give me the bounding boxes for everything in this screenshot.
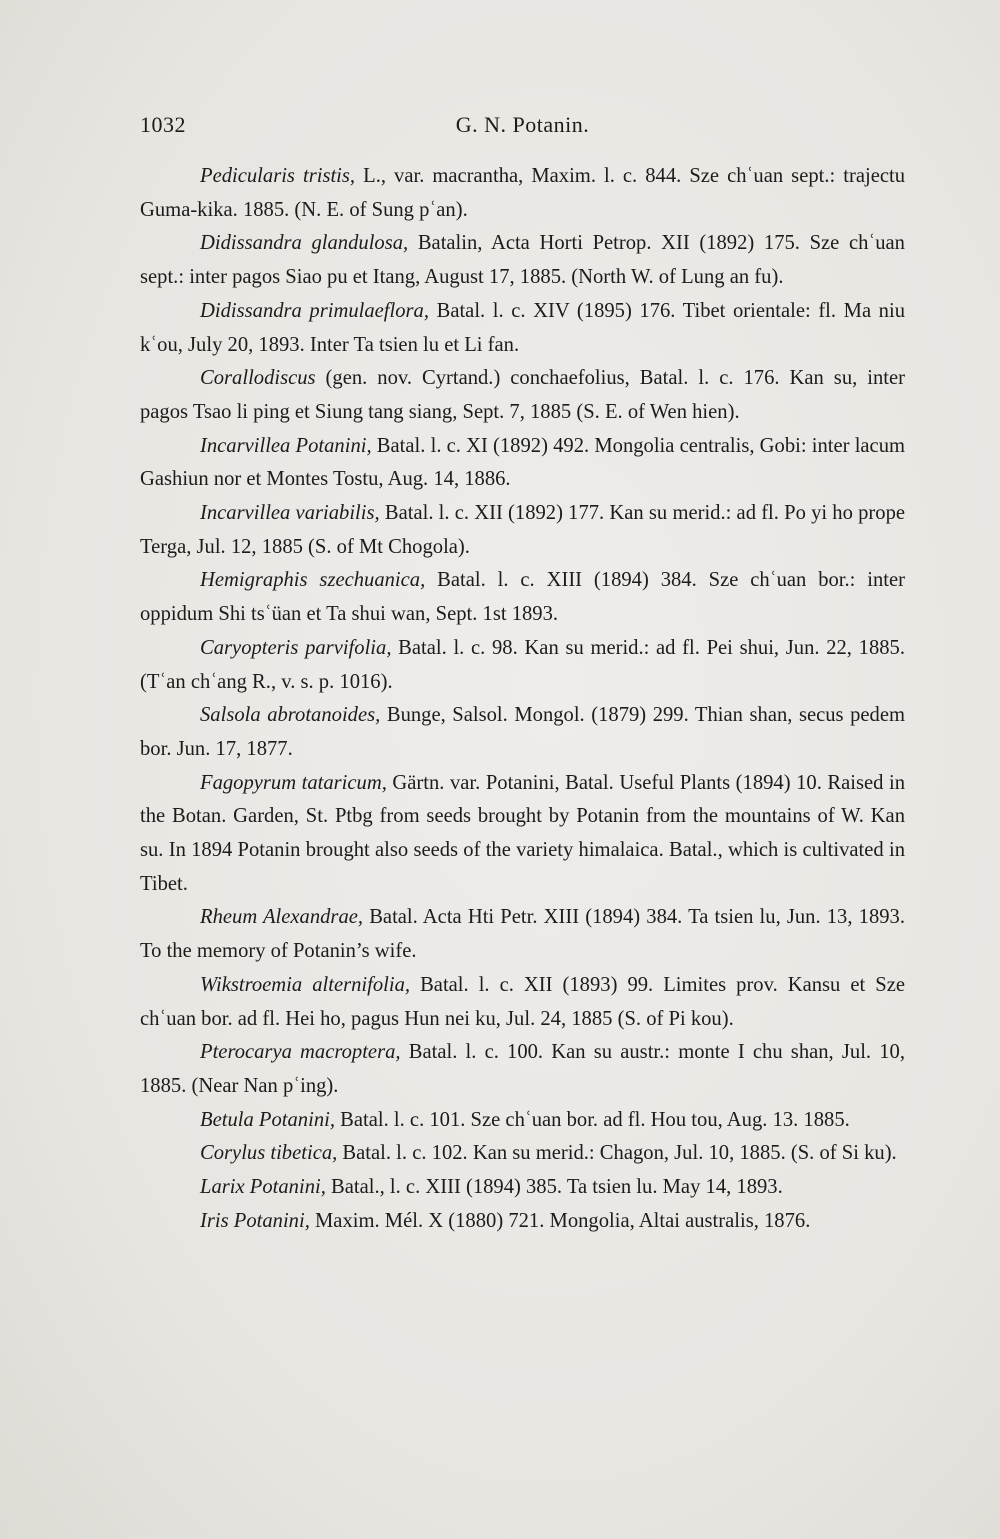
species-name: Rheum Alexandrae, [200, 906, 364, 929]
species-name: Didissandra primulaeflora, [200, 299, 429, 322]
entry-larix-potanini [140, 1171, 905, 1205]
species-name: Incarvillea Potanini, [200, 434, 372, 457]
entry-text: Batal. l. c. 101. Sze chʿuan bor. ad fl. Hou tou, Aug. 13. 1885. [335, 1108, 850, 1131]
entry-iris-potanini [140, 1205, 905, 1239]
running-title: G. N. Potanin. [455, 112, 590, 137]
entry-corallodiscus [140, 362, 905, 429]
running-head [140, 112, 905, 148]
entry-corylus-tibetica [140, 1137, 905, 1171]
entry-rheum-alexandrae [140, 901, 905, 968]
entry-incarvillea-variabilis [140, 497, 905, 564]
entry-text: Maxim. Mél. X (1880) 721. Mongolia, Altai australis, 1876. [309, 1209, 811, 1232]
entry-hemigraphis-szechuanica [140, 564, 905, 631]
species-name: Didissandra glandulosa, [200, 232, 409, 255]
entry-text: Batal. l. c. XI (1892) 492. Mongolia centralis, Gobi: inter lacum Gashiun nor et Montes Tostu, Aug. 14, 1886. [140, 434, 906, 491]
entry-text: Batal. l. c. XII (1892) 177. Kan su merid.: ad fl. Po yi ho prope Terga, Jul. 12, 1885 (S. of Mt Chogola). [140, 502, 906, 558]
species-name: Wikstroemia alternifolia, [200, 973, 411, 996]
entry-pterocarya-macroptera [140, 1036, 905, 1103]
entry-text: L., var. macrantha, Maxim. l. c. 844. Sze chʿuan sept.: trajectu Guma-kika. 1885. (N. E. of Sung pʿan). [140, 165, 906, 221]
entry-text: Batal. Acta Hti Petr. XIII (1894) 384. Ta tsien lu, Jun. 13, 1893. To the memory of Potanin’s wife. [140, 906, 905, 963]
entry-text: Batal. l. c. XIII (1894) 384. Sze chʿuan bor.: inter oppidum Shi tsʿüan et Ta shui wan, Sept. 1st 1893. [140, 569, 906, 626]
species-name: Pedicularis tristis, [200, 165, 356, 187]
entry-text: Batal., l. c. XIII (1894) 385. Ta tsien lu. May 14, 1893. [325, 1176, 783, 1199]
species-name: Larix Potanini, [200, 1176, 326, 1199]
species-name: Pterocarya macroptera, [200, 1041, 401, 1064]
species-name: Iris Potanini, [200, 1209, 310, 1232]
entry-text: Batal. l. c. 100. Kan su austr.: monte I chu shan, Jul. 10, 1885. (Near Nan pʿing). [140, 1041, 905, 1097]
entry-text: Batal. l. c. XII (1893) 99. Limites prov. Kansu et Sze chʿuan bor. ad fl. Hei ho, pagus Hun nei ku, Jul. 24, 1885 (S. of Pi kou). [140, 973, 905, 1030]
entry-pedicularis-tristis [140, 160, 905, 227]
entry-text: Bunge, Salsol. Mongol. (1879) 299. Thian shan, secus pedem bor. Jun. 17, 1877. [140, 704, 905, 760]
entry-text: Batal. l. c. 102. Kan su merid.: Chagon, Jul. 10, 1885. (S. of Si ku). [337, 1142, 897, 1165]
entry-text: Batalin, Acta Horti Petrop. XII (1892) 175. Sze chʿuan sept.: inter pagos Siao pu et Itang, August 17, 1885. (North W. of Lung an fu). [140, 232, 905, 289]
entry-text: (gen. nov. Cyrtand.) conchaefolius, Batal. l. c. 176. Kan su, inter pagos Tsao li ping et Siung tang siang, Sept. 7, 1885 (S. E. of Wen hien). [140, 367, 905, 423]
page-number: 1032 [140, 112, 186, 137]
entry-didissandra-glandulosa [140, 227, 905, 294]
entry-betula-potanini [140, 1104, 905, 1138]
entry-incarvillea-potanini [140, 430, 905, 497]
entry-salsola-abrotanoides [140, 699, 905, 766]
entry-didissandra-primulaeflora [140, 295, 905, 362]
entry-wikstroemia-alternifolia [140, 969, 905, 1036]
entry-fagopyrum-tataricum [140, 767, 905, 902]
species-name: Corylus tibetica, [200, 1142, 338, 1165]
entry-text: Batal. l. c. XIV (1895) 176. Tibet orientale: fl. Ma niu kʿou, July 20, 1893. Inter Ta tsien lu et Li fan. [140, 299, 905, 356]
species-name: Corallodiscus [200, 367, 316, 390]
species-name: Salsola abrotanoides, [200, 704, 381, 727]
entry-text: Gärtn. var. Potanini, Batal. Useful Plants (1894) 10. Raised in the Botan. Garden, St. Ptbg from seeds brought by Potanin from the mountains of W. Kan su. In 1894 Potanin brought also seeds of the variety himalaica. Batal., which is cultivated in Tibet. [140, 771, 905, 895]
species-name: Incarvillea variabilis, [200, 502, 380, 525]
species-name: Hemigraphis szechuanica, [200, 569, 426, 592]
entry-caryopteris-parvifolia [140, 632, 905, 699]
species-name: Fagopyrum tataricum, [200, 771, 387, 794]
body-text [140, 160, 905, 1239]
entry-text: Batal. l. c. 98. Kan su merid.: ad fl. Pei shui, Jun. 22, 1885. (Tʿan chʿang R., v. s. p. 1016). [140, 636, 905, 693]
species-name: Caryopteris parvifolia, [200, 636, 392, 659]
species-name: Betula Potanini, [200, 1108, 335, 1131]
